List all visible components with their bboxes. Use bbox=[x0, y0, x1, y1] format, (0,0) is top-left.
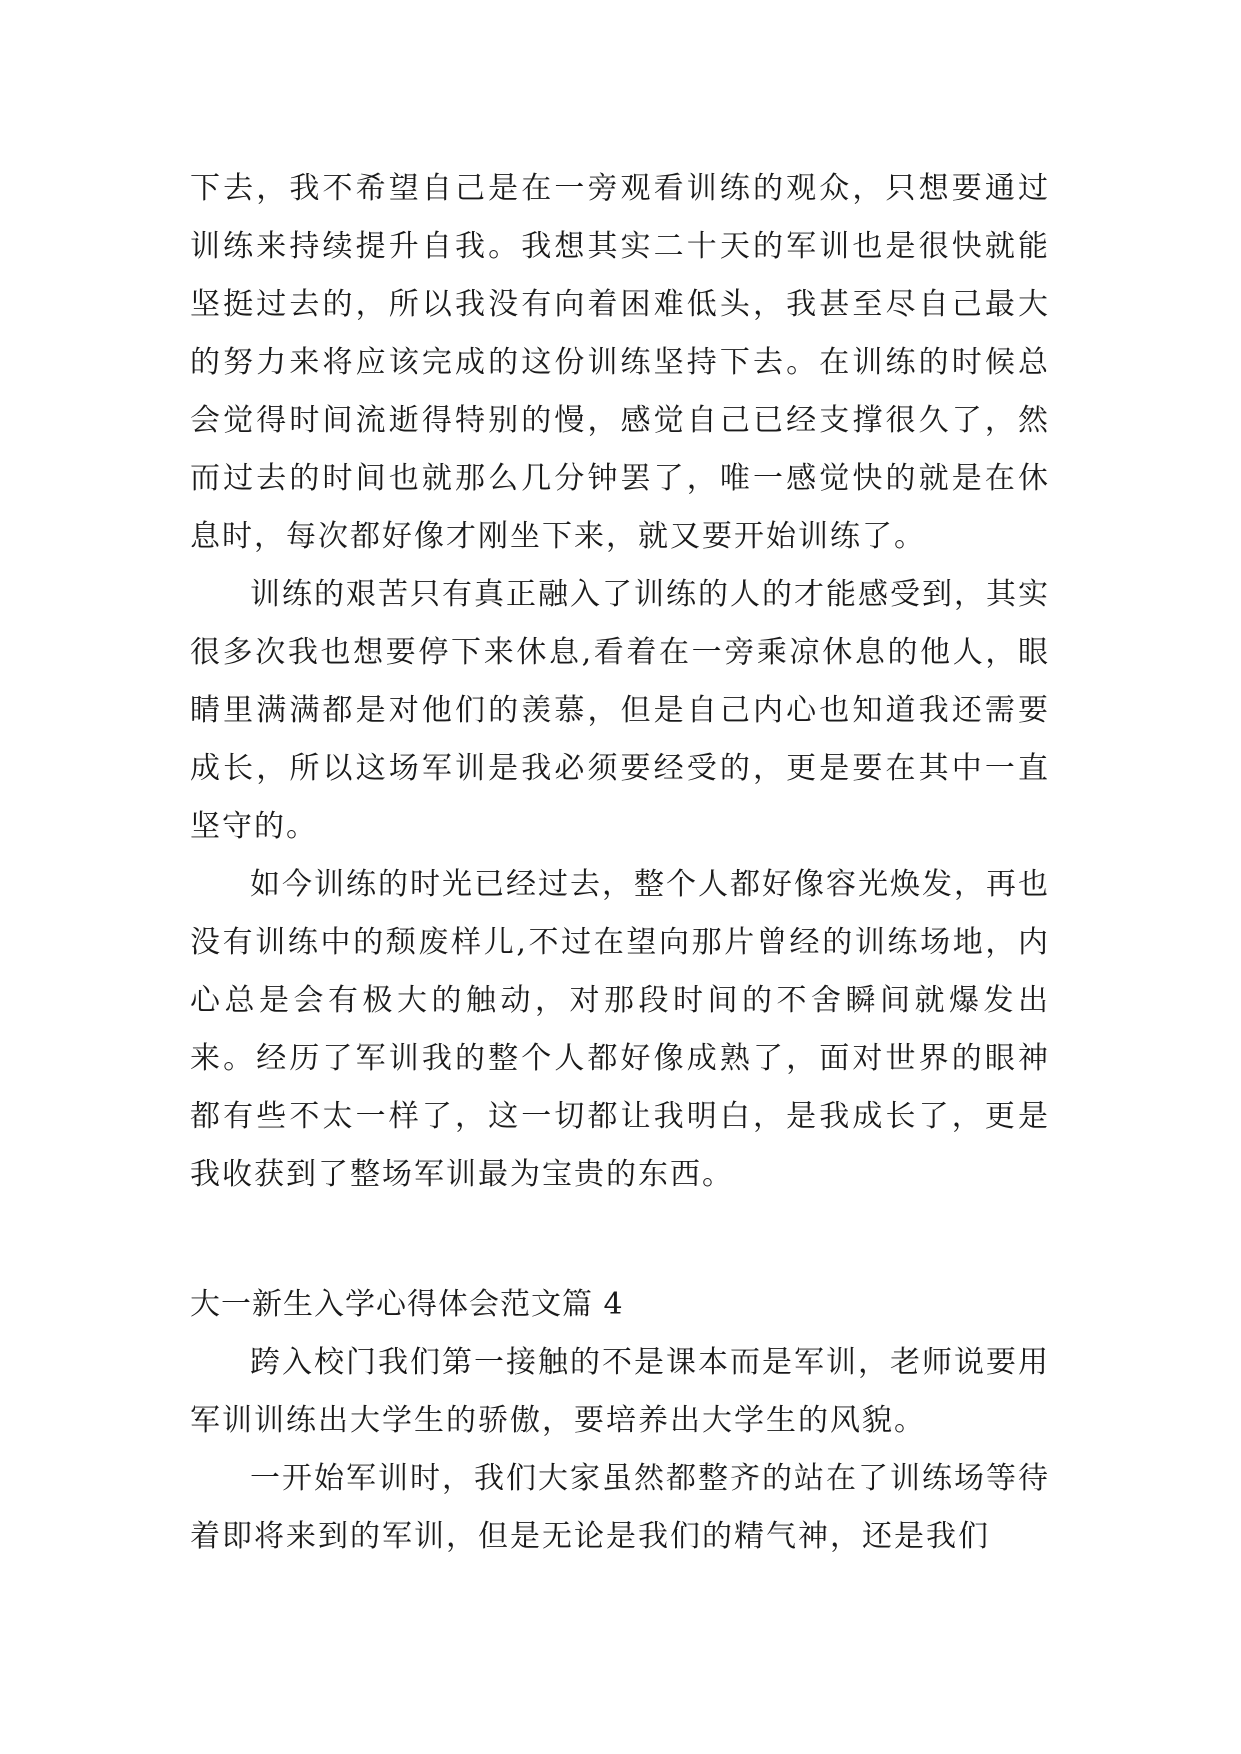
section-heading: 大一新生入学心得体会范文篇 4 bbox=[190, 1287, 624, 1322]
paragraph-training-start: 一开始军训时，我们大家虽然都整齐的站在了训练场等待着即将来到的军训，但是无论是我们的精气神，还是我们 bbox=[190, 1461, 1050, 1554]
document-body bbox=[190, 160, 1050, 1566]
paragraph-continued: 下去，我不希望自己是在一旁观看训练的观众，只想要通过训练来持续提升自我。我想其实二十天的军训也是很快就能坚挺过去的，所以我没有向着困难低头，我甚至尽自己最大的努力来将应该完成的这份训练坚持下去。在训练的时候总会觉得时间流逝得特别的慢，感觉自己已经支撑很久了，然而过去的时间也就那么几分钟罢了，唯一感觉快的就是在休息时，每次都好像才刚坐下来，就又要开始训练了。 bbox=[190, 171, 1050, 554]
paragraph-reflection: 如今训练的时光已经过去，整个人都好像容光焕发，再也没有训练中的颓废样儿,不过在望向那片曾经的训练场地，内心总是会有极大的触动，对那段时间的不舍瞬间就爆发出来。经历了军训我的整个人都好像成熟了，面对世界的眼神都有些不太一样了，这一切都让我明白，是我成长了，更是我收获到了整场军训最为宝贵的东西。 bbox=[190, 867, 1050, 1192]
paragraph-hardship: 训练的艰苦只有真正融入了训练的人的才能感受到，其实很多次我也想要停下来休息,看着在一旁乘凉休息的他人，眼睛里满满都是对他们的羡慕，但是自己内心也知道我还需要成长，所以这场军训是我必须要经受的，更是要在其中一直坚守的。 bbox=[190, 577, 1050, 844]
paragraph-entering-school: 跨入校门我们第一接触的不是课本而是军训，老师说要用军训训练出大学生的骄傲，要培养出大学生的风貌。 bbox=[190, 1345, 1050, 1438]
